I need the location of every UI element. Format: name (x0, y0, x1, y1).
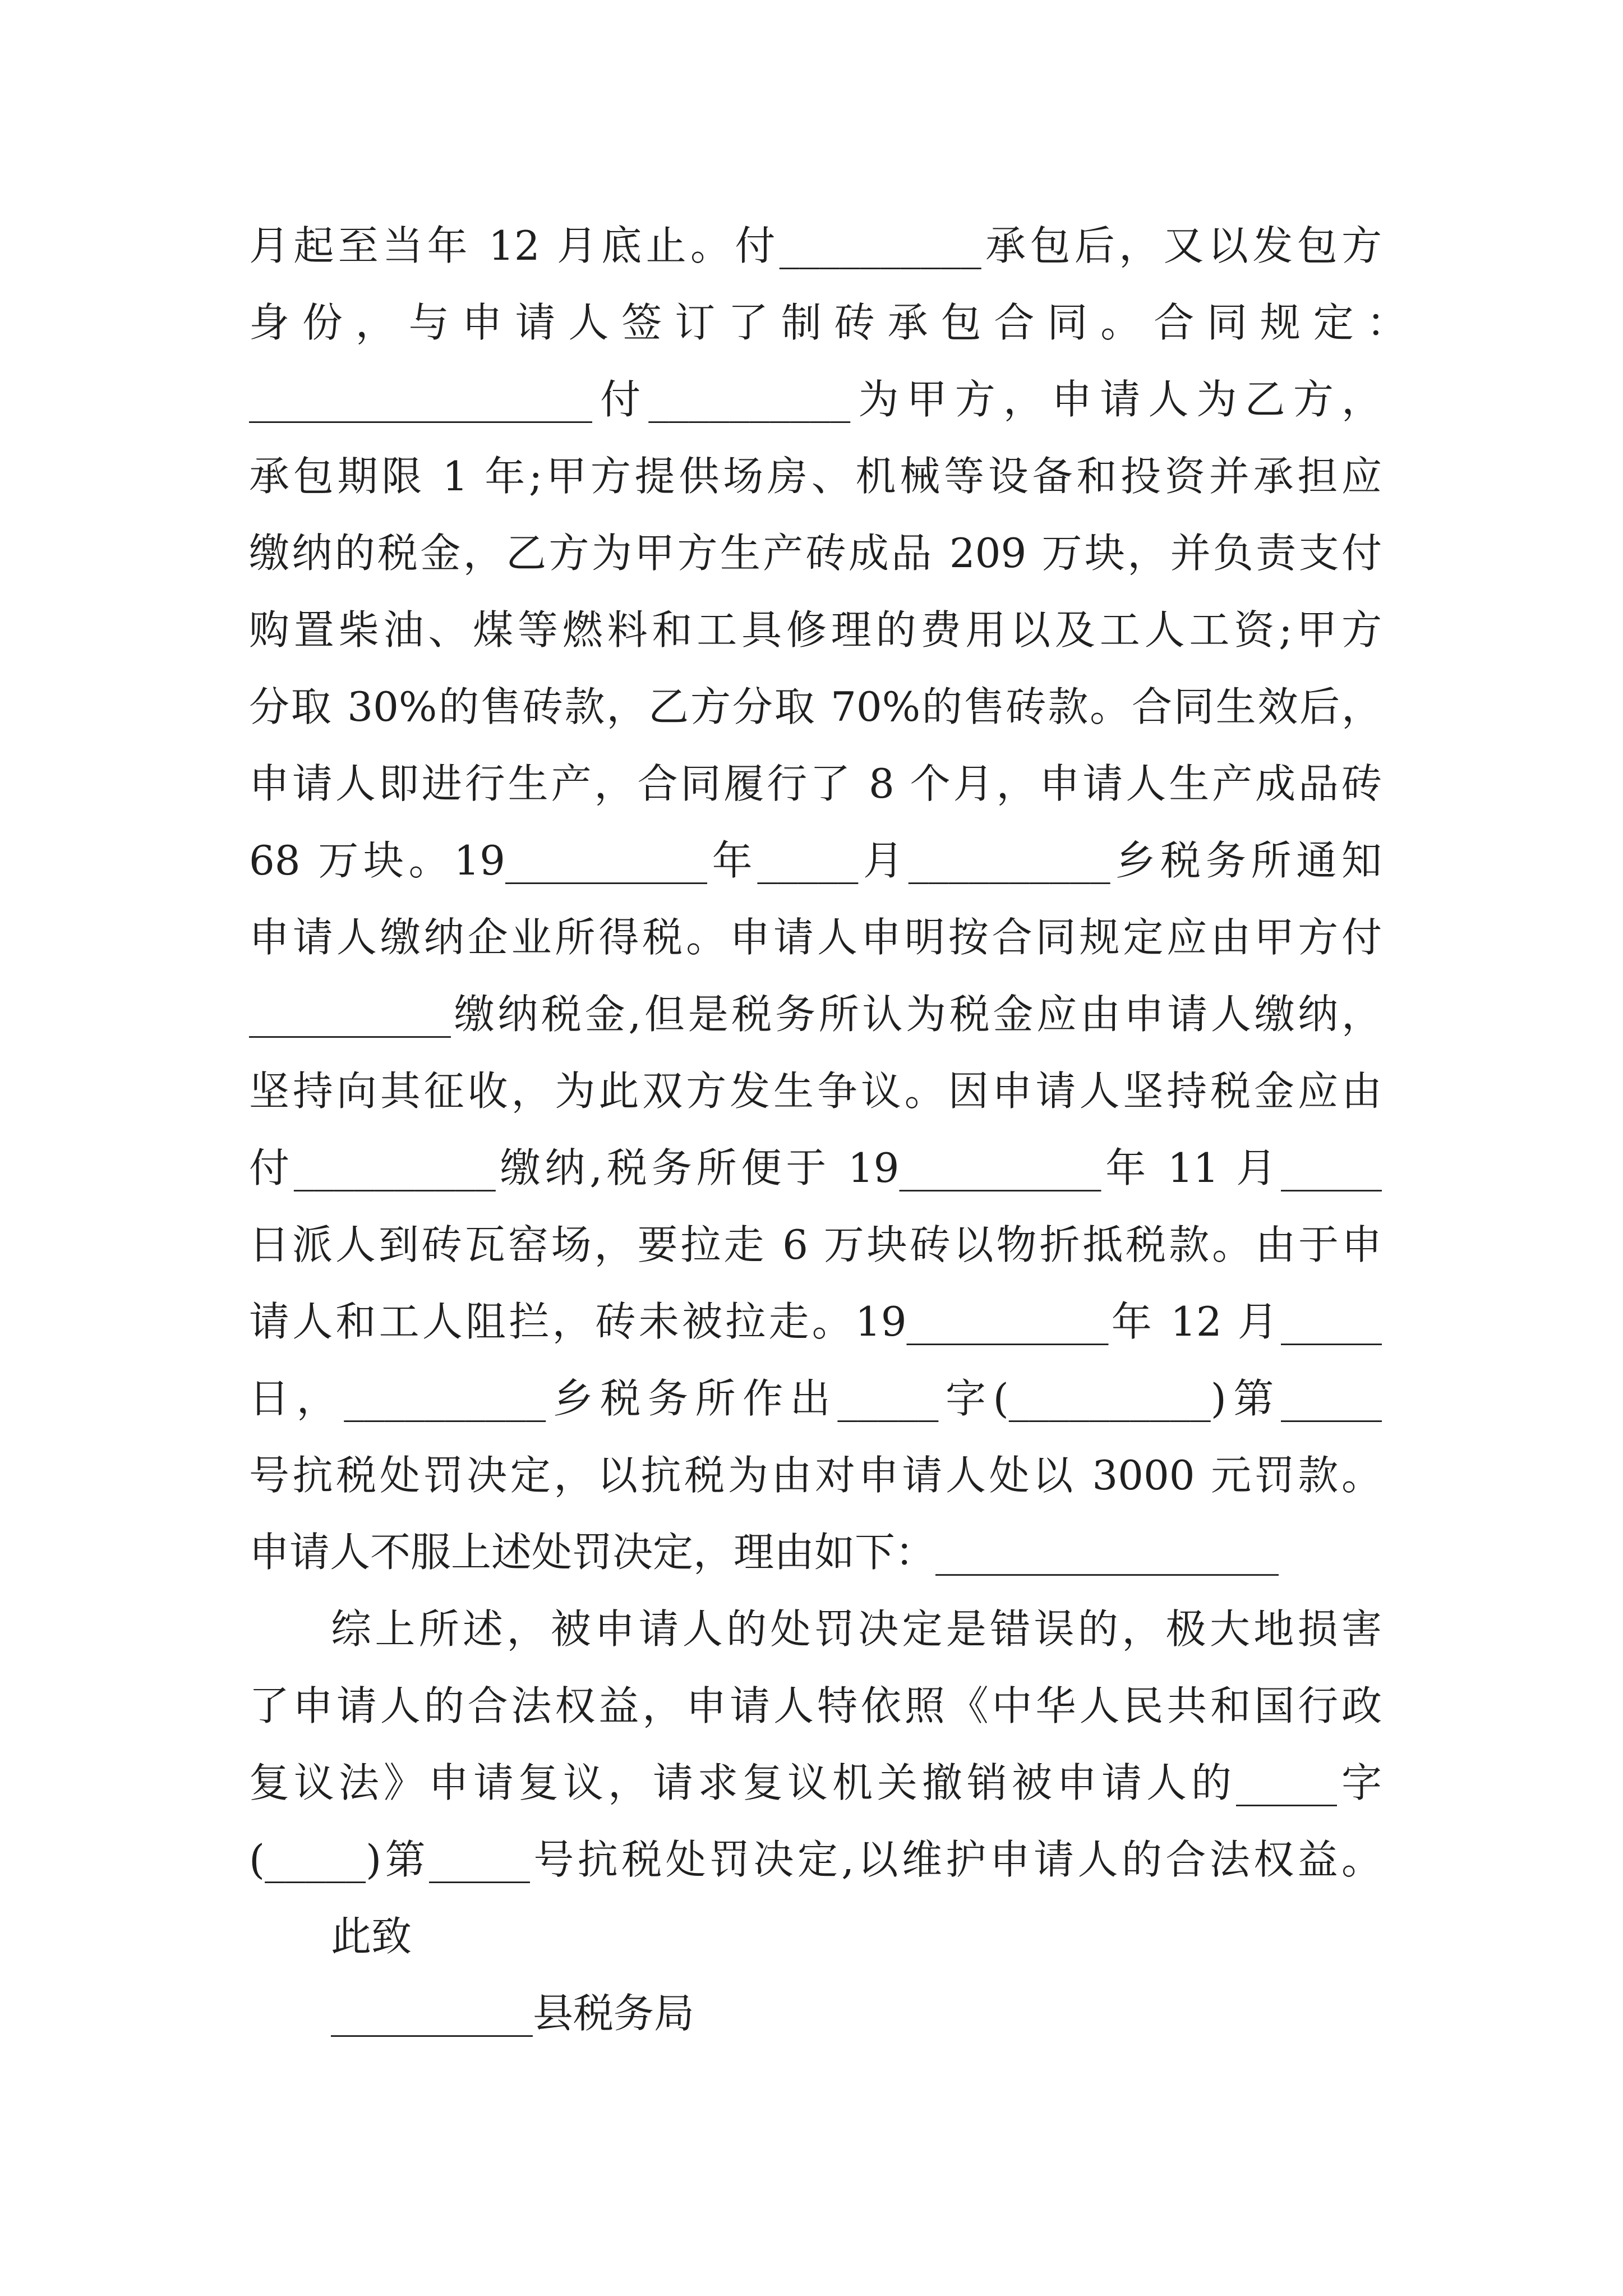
paragraph-line-2: 身 份 ， 与 申 请 人 签 订 了 制 砖 承 包 合 同 。 合 同 规 定 ： (249, 299, 1407, 346)
paragraph-line-5: 缴纳的税金，乙方为甲方生产砖成品 209 万块，并负责支付 (249, 530, 1382, 577)
addressee-line: __________县税务局 (331, 1990, 695, 2037)
paragraph-line-7: 分取 30%的售砖款，乙方分取 70%的售砖款。合同生效后， (249, 683, 1382, 730)
paragraph-line-11: __________缴纳税金,但是税务所认为税金应由申请人缴纳， (249, 991, 1382, 1038)
salutation-line: 此致 (331, 1913, 412, 1960)
conclusion-line-2: 了申请人的合法权益，申请人特依照《中华人民共和国行政 (249, 1682, 1382, 1729)
paragraph-line-9: 68 万块。19__________年_____月__________乡税务所通知 (249, 837, 1382, 884)
paragraph-line-18: 申请人不服上述处罚决定，理由如下：_________________ (249, 1529, 1279, 1576)
conclusion-line-1: 综上所述，被申请人的处罚决定是错误的，极大地损害 (331, 1605, 1382, 1653)
paragraph-line-16: 日，__________乡税务所作出_____字(__________)第_____ (249, 1375, 1382, 1422)
paragraph-line-3: _________________付__________为甲方，申请人为乙方， (249, 376, 1382, 423)
paragraph-line-13: 付__________缴纳,税务所便于 19__________年 11 月_____ (249, 1144, 1382, 1191)
paragraph-line-10: 申请人缴纳企业所得税。申请人申明按合同规定应由甲方付 (249, 914, 1382, 961)
paragraph-line-8: 申请人即进行生产，合同履行了 8 个月，申请人生产成品砖 (249, 760, 1382, 807)
paragraph-line-1: 月起至当年 12 月底止。付__________承包后，又以发包方 (249, 222, 1382, 269)
conclusion-line-4: (_____)第_____号抗税处罚决定,以维护申请人的合法权益。 (249, 1836, 1382, 1883)
paragraph-line-17: 号抗税处罚决定，以抗税为由对申请人处以 3000 元罚款。 (249, 1452, 1382, 1499)
paragraph-line-6: 购置柴油、煤等燃料和工具修理的费用以及工人工资;甲方 (249, 606, 1382, 654)
paragraph-line-14: 日派人到砖瓦窑场，要拉走 6 万块砖以物折抵税款。由于申 (249, 1221, 1382, 1268)
paragraph-line-4: 承包期限 1 年;甲方提供场房、机械等设备和投资并承担应 (249, 453, 1382, 500)
conclusion-line-3: 复议法》申请复议，请求复议机关撤销被申请人的_____字 (249, 1759, 1382, 1806)
paragraph-line-12: 坚持向其征收，为此双方发生争议。因申请人坚持税金应由 (249, 1068, 1382, 1115)
paragraph-line-15: 请人和工人阻拦，砖未被拉走。19__________年 12 月_____ (249, 1298, 1382, 1345)
